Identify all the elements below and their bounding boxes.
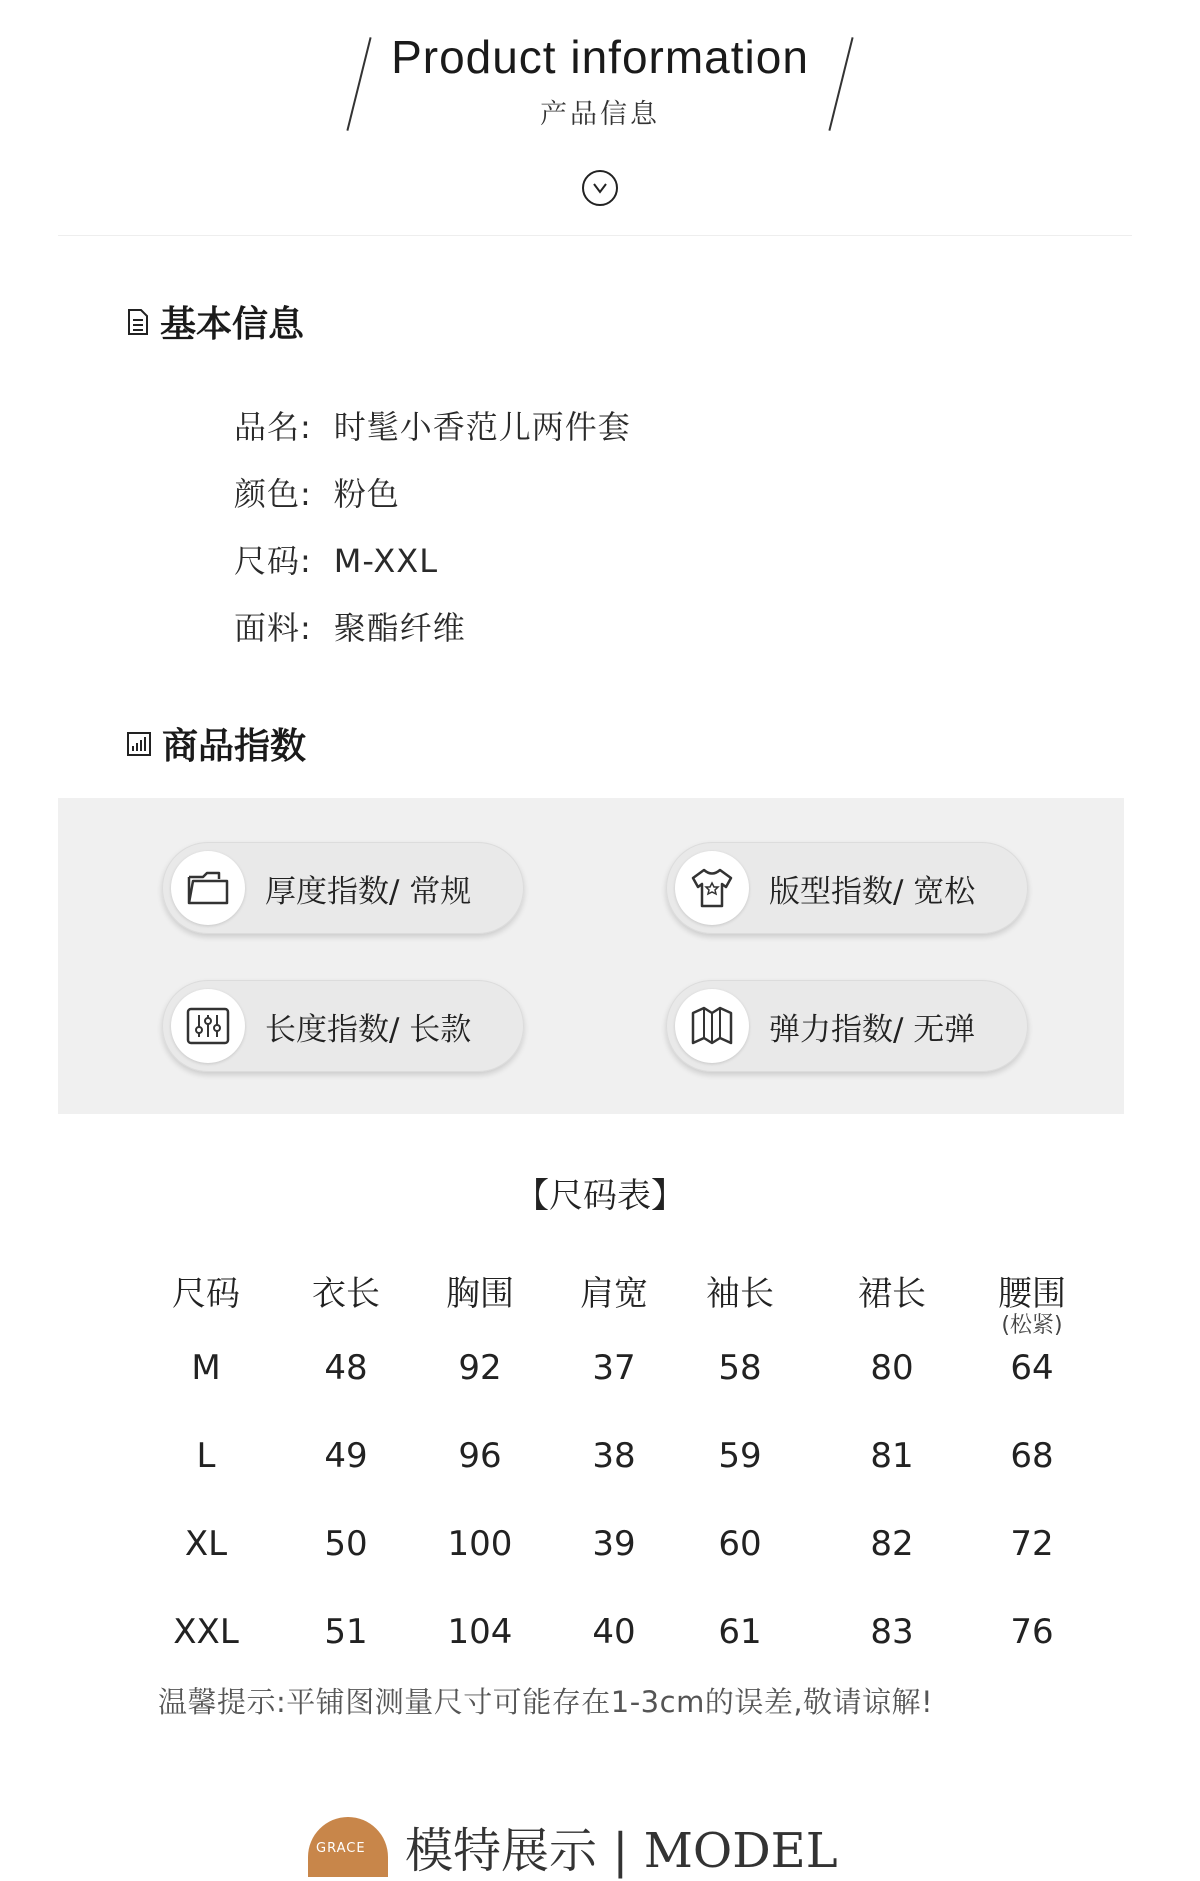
info-row-fabric [234, 603, 466, 649]
waist-note: (松紧) [1001, 1313, 1063, 1338]
page-title: Product information [391, 31, 809, 83]
index-label: 弹力指数/ 无弹 [769, 1011, 976, 1048]
table-cell: XXL [173, 1612, 239, 1652]
size-table-header: 衣长 [312, 1274, 380, 1314]
table-cell: 80 [870, 1348, 914, 1388]
size-table-title: 【尺码表】 [515, 1176, 685, 1216]
chevron-down-icon [582, 170, 618, 206]
table-cell: 59 [718, 1436, 762, 1476]
table-cell: 82 [870, 1524, 914, 1564]
table-cell: 96 [458, 1436, 502, 1476]
table-cell: XL [184, 1524, 228, 1564]
table-cell: 72 [1010, 1524, 1054, 1564]
table-cell: 40 [592, 1612, 636, 1652]
map-icon [675, 989, 749, 1063]
info-value: 聚酯纤维 [333, 609, 466, 647]
table-cell: 68 [1010, 1436, 1054, 1476]
size-table-header: 肩宽 [580, 1274, 648, 1314]
info-row-color [234, 469, 400, 515]
info-value: 粉色 [333, 475, 400, 513]
model-badge-label: GRACE [316, 1841, 366, 1856]
table-cell: 48 [324, 1348, 368, 1388]
basic-info-heading [126, 296, 304, 347]
table-cell: L [196, 1436, 216, 1476]
table-cell: 50 [324, 1524, 368, 1564]
info-row-name [234, 402, 631, 448]
header-divider [58, 235, 1132, 236]
size-table-header: 裙长 [858, 1274, 926, 1314]
indices-heading [126, 718, 306, 769]
info-key: 面料: [234, 609, 312, 647]
table-cell: 51 [324, 1612, 368, 1652]
measurement-notice: 温馨提示:平铺图测量尺寸可能存在1-3cm的误差,敬请谅解! [158, 1685, 934, 1719]
index-stretch [666, 980, 1028, 1072]
index-label: 长度指数/ 长款 [265, 1011, 472, 1048]
info-row-size [234, 536, 438, 582]
document-icon [126, 308, 150, 336]
model-badge [308, 1817, 388, 1877]
table-cell: 81 [870, 1436, 914, 1476]
size-table-header: 胸围 [446, 1274, 514, 1314]
info-key: 品名: [234, 408, 312, 446]
table-cell: 49 [324, 1436, 368, 1476]
index-label: 版型指数/ 宽松 [769, 873, 976, 910]
index-length [162, 980, 524, 1072]
index-label: 厚度指数/ 常规 [265, 873, 472, 910]
table-cell: 61 [718, 1612, 762, 1652]
table-cell: 38 [592, 1436, 636, 1476]
table-cell: 64 [1010, 1348, 1054, 1388]
table-cell: 104 [447, 1612, 513, 1652]
size-table-header: 袖长 [706, 1274, 774, 1314]
table-cell: 83 [870, 1612, 914, 1652]
model-section-title: 模特展示 | MODEL [405, 1823, 838, 1879]
basic-info-heading-label: 基本信息 [160, 304, 305, 345]
sliders-icon [171, 989, 245, 1063]
tshirt-icon [675, 851, 749, 925]
folder-icon [171, 851, 245, 925]
size-table-header: 腰围 [998, 1274, 1066, 1314]
table-cell: 58 [718, 1348, 762, 1388]
table-cell: 100 [447, 1524, 513, 1564]
table-cell: M [191, 1348, 221, 1388]
table-cell: 60 [718, 1524, 762, 1564]
indices-heading-label: 商品指数 [162, 726, 307, 767]
bar-chart-icon [126, 731, 152, 757]
index-thickness [162, 842, 524, 934]
info-value: M-XXL [333, 542, 439, 580]
info-value: 时髦小香范儿两件套 [333, 408, 631, 446]
table-cell: 37 [592, 1348, 636, 1388]
info-key: 颜色: [234, 475, 312, 513]
table-cell: 76 [1010, 1612, 1054, 1652]
index-fit [666, 842, 1028, 934]
page-subtitle: 产品信息 [540, 99, 660, 130]
table-cell: 39 [592, 1524, 636, 1564]
table-cell: 92 [458, 1348, 502, 1388]
info-key: 尺码: [234, 542, 312, 580]
size-table-header: 尺码 [172, 1274, 240, 1314]
